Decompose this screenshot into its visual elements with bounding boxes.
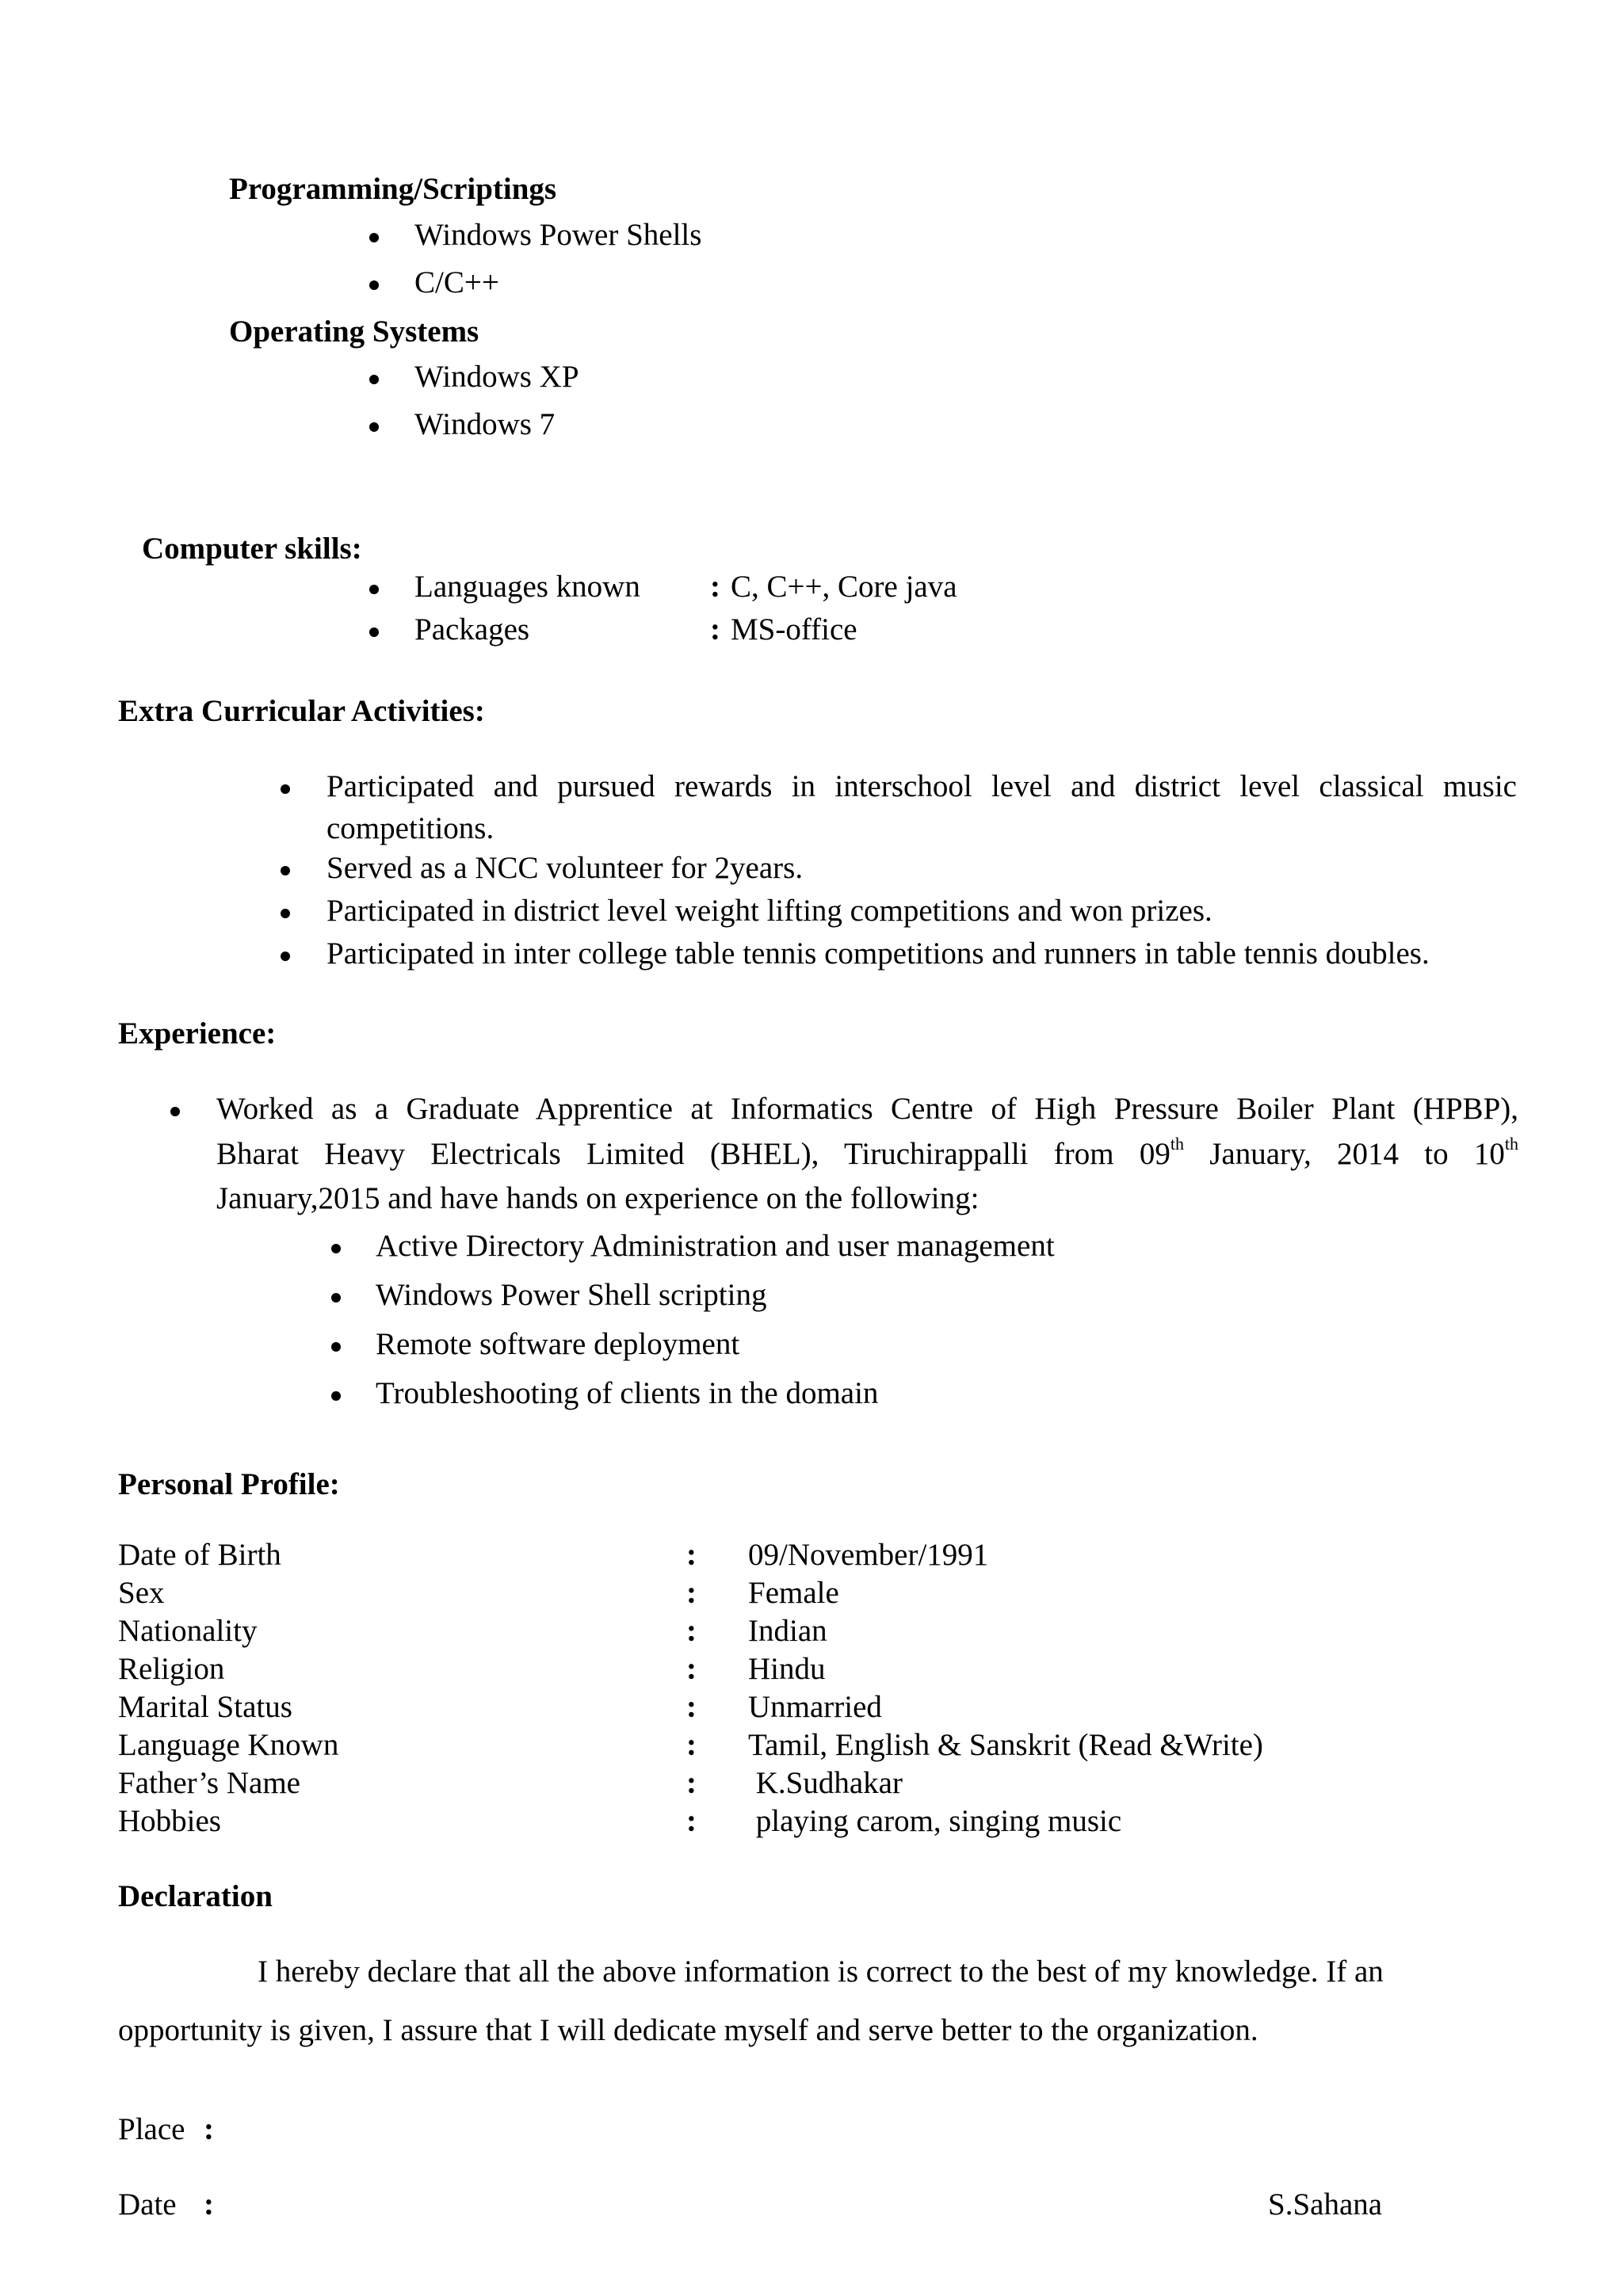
bullet-icon bbox=[170, 1107, 180, 1116]
skill-separator: : bbox=[710, 612, 720, 646]
date-separator: : bbox=[204, 2187, 214, 2222]
profile-label: Date of Birth bbox=[118, 1538, 281, 1572]
date-label: Date bbox=[118, 2187, 177, 2222]
bullet-icon bbox=[281, 909, 290, 918]
experience-line-3: January,2015 and have hands on experience on the following: bbox=[216, 1181, 980, 1215]
bullet-icon bbox=[369, 280, 379, 290]
bullet-icon bbox=[369, 422, 379, 432]
bullet-icon bbox=[331, 1293, 341, 1302]
experience-item: Remote software deployment bbox=[376, 1327, 740, 1361]
profile-value: Hindu bbox=[748, 1652, 826, 1686]
place-label: Place bbox=[118, 2112, 185, 2146]
declaration-line-1: I hereby declare that all the above information is correct to the best of my knowledge. If an bbox=[258, 1955, 1384, 1989]
profile-label: Language Known bbox=[118, 1728, 339, 1762]
profile-separator: : bbox=[686, 1766, 697, 1800]
declaration-line-2: opportunity is given, I assure that I will dedicate myself and serve better to the organization. bbox=[118, 2013, 1258, 2047]
profile-label: Marital Status bbox=[118, 1690, 292, 1724]
bullet-icon bbox=[369, 585, 379, 594]
extra-item: Participated in district level weight lifting competitions and won prizes. bbox=[327, 894, 1212, 928]
experience-item: Active Directory Administration and user management bbox=[376, 1229, 1055, 1263]
personal-heading: Personal Profile: bbox=[118, 1467, 340, 1501]
profile-label: Sex bbox=[118, 1576, 165, 1610]
superscript-th: th bbox=[1170, 1134, 1184, 1154]
extra-item: Participated in inter college table tennis competitions and runners in table tennis doubles. bbox=[327, 936, 1430, 971]
bullet-icon bbox=[331, 1342, 341, 1352]
extra-item: Participated and pursued rewards in interschool level and district level classical music competitions. bbox=[327, 769, 1517, 845]
os-item: Windows 7 bbox=[414, 407, 556, 441]
bullet-icon bbox=[369, 233, 379, 242]
programming-heading: Programming/Scriptings bbox=[229, 172, 557, 206]
profile-value: Unmarried bbox=[748, 1690, 882, 1724]
profile-label: Hobbies bbox=[118, 1804, 221, 1838]
extra-item: Served as a NCC volunteer for 2years. bbox=[327, 851, 804, 885]
experience-line-2 bbox=[216, 1136, 1518, 1172]
profile-value: Tamil, English & Sanskrit (Read &Write) bbox=[748, 1728, 1263, 1762]
programming-item: C/C++ bbox=[414, 265, 499, 299]
profile-separator: : bbox=[686, 1690, 697, 1724]
skill-separator: : bbox=[710, 570, 720, 604]
experience-heading: Experience: bbox=[118, 1016, 277, 1051]
extra-heading: Extra Curricular Activities: bbox=[118, 694, 485, 728]
profile-separator: : bbox=[686, 1728, 697, 1762]
experience-line-1: Worked as a Graduate Apprentice at Informatics Centre of High Pressure Boiler Plant (HPBP), bbox=[216, 1092, 1518, 1126]
experience-item: Troubleshooting of clients in the domain bbox=[376, 1376, 879, 1410]
bullet-icon bbox=[281, 952, 290, 961]
experience-item: Windows Power Shell scripting bbox=[376, 1278, 767, 1312]
os-heading: Operating Systems bbox=[229, 315, 479, 349]
declaration-heading: Declaration bbox=[118, 1879, 273, 1913]
profile-value: Indian bbox=[748, 1614, 827, 1648]
bullet-icon bbox=[281, 784, 290, 794]
profile-value: 09/November/1991 bbox=[748, 1538, 989, 1572]
bullet-icon bbox=[331, 1391, 341, 1401]
computer-skills-heading: Computer skills: bbox=[142, 532, 362, 566]
bullet-icon bbox=[369, 627, 379, 637]
profile-value: Female bbox=[748, 1576, 839, 1610]
profile-label: Religion bbox=[118, 1652, 225, 1686]
signature-name: S.Sahana bbox=[1268, 2187, 1383, 2222]
superscript-th: th bbox=[1504, 1134, 1518, 1154]
bullet-icon bbox=[369, 375, 379, 384]
programming-item: Windows Power Shells bbox=[414, 218, 702, 252]
profile-separator: : bbox=[686, 1538, 697, 1572]
os-item: Windows XP bbox=[414, 360, 579, 394]
place-separator: : bbox=[204, 2112, 214, 2146]
skill-value: MS-office bbox=[731, 612, 857, 646]
profile-separator: : bbox=[686, 1576, 697, 1610]
bullet-icon bbox=[331, 1244, 341, 1253]
experience-line-2-middle: January, 2014 to 10 bbox=[1183, 1137, 1505, 1171]
profile-label: Nationality bbox=[118, 1614, 258, 1648]
profile-label: Father’s Name bbox=[118, 1766, 300, 1800]
profile-separator: : bbox=[686, 1804, 697, 1838]
profile-value: K.Sudhakar bbox=[748, 1766, 903, 1800]
skill-value: C, C++, Core java bbox=[731, 570, 957, 604]
skill-label: Packages bbox=[414, 612, 530, 646]
bullet-icon bbox=[281, 866, 290, 875]
skill-label: Languages known bbox=[414, 570, 640, 604]
profile-value: playing carom, singing music bbox=[748, 1804, 1122, 1838]
profile-separator: : bbox=[686, 1614, 697, 1648]
experience-line-2-start: Bharat Heavy Electricals Limited (BHEL), Tiruchirappalli from 09 bbox=[216, 1137, 1170, 1171]
profile-separator: : bbox=[686, 1652, 697, 1686]
